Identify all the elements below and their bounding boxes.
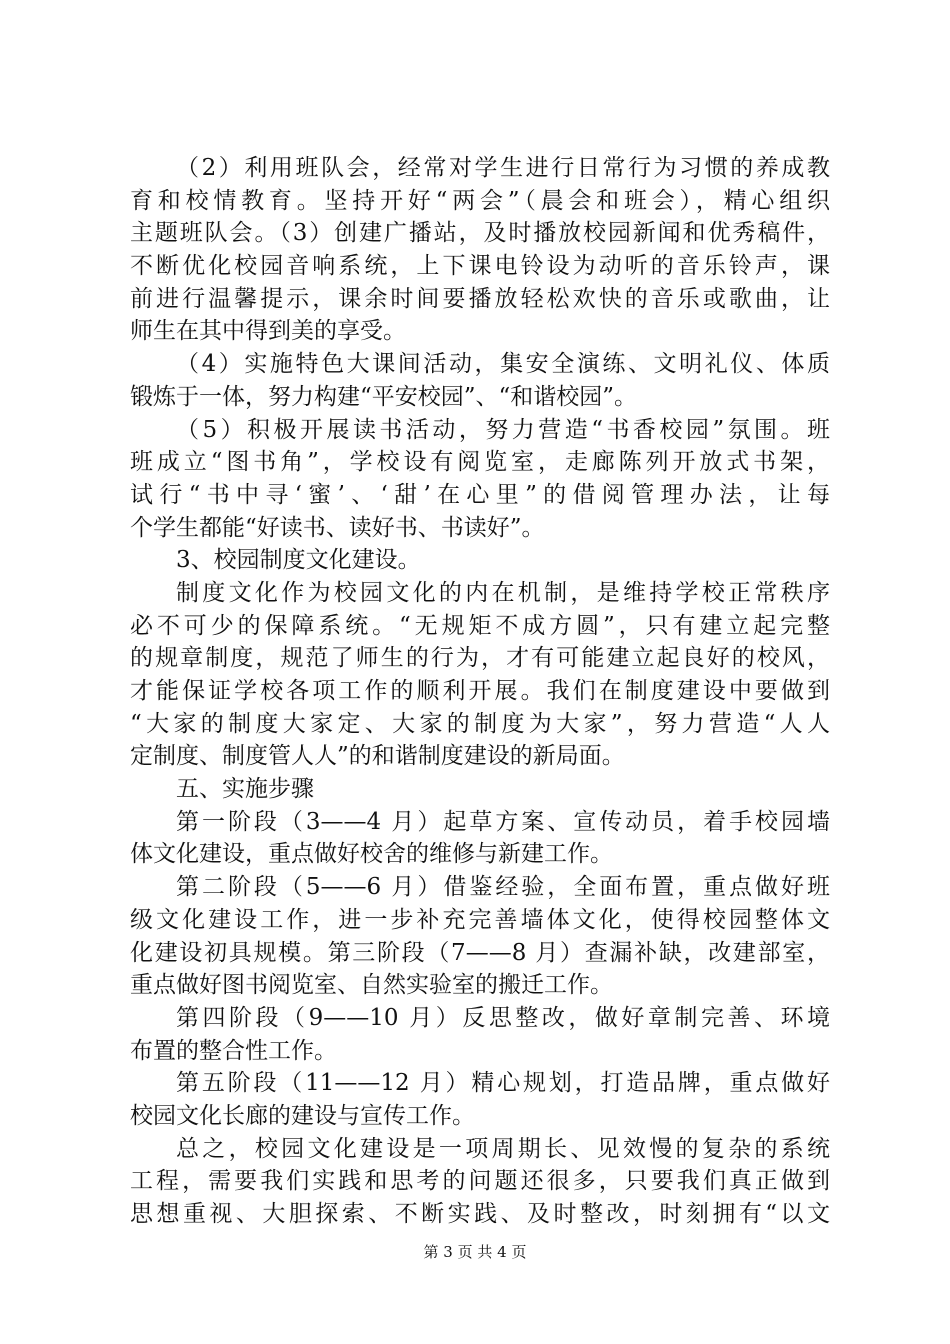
paragraph: [130, 806, 830, 871]
paragraph: [130, 414, 830, 545]
text-line: 师生在其中得到美的享受。: [130, 318, 406, 345]
text-line: 主题班队会。（3）创建广播站，及时播放校园新闻和优秀稿件，: [130, 220, 830, 247]
paragraph: [130, 871, 830, 1002]
text-line: 第五阶段（11——12 月）精心规划，打造品牌，重点做好: [176, 1070, 830, 1097]
text-line: 的规章制度，规范了师生的行为，才有可能建立起良好的校风，: [130, 645, 830, 672]
text-line: 育和校情教育。坚持开好“两会”（晨会和班会），精心组织: [130, 187, 830, 214]
text-line: 定制度、制度管人人”的和谐制度建设的新局面。: [130, 743, 625, 770]
document-body: [130, 152, 830, 1231]
text-line: 第四阶段（9——10 月）反思整改，做好章制完善、环境: [176, 1004, 830, 1031]
text-line: 体文化建设，重点做好校舍的维修与新建工作。: [130, 841, 613, 868]
text-line: 校园文化长廊的建设与宣传工作。: [130, 1102, 475, 1129]
text-line: “大家的制度大家定、大家的制度为大家”，努力营造“人人: [130, 710, 830, 737]
paragraph: [130, 773, 830, 806]
text-line: （2）利用班队会，经常对学生进行日常行为习惯的养成教: [176, 155, 830, 181]
text-line: 重点做好图书阅览室、自然实验室的搬迁工作。: [130, 972, 613, 999]
text-line: 才能保证学校各项工作的顺利开展。我们在制度建设中要做到: [130, 678, 830, 704]
text-line: 第二阶段（5——6 月）借鉴经验，全面布置，重点做好班: [176, 874, 830, 901]
text-line: 班成立“图书角”，学校设有阅览室，走廊陈列开放式书架，: [130, 449, 830, 476]
text-line: 3、校园制度文化建设。: [176, 547, 421, 574]
text-line: 不断优化校园音响系统，上下课电铃设为动听的音乐铃声，课: [130, 253, 830, 280]
text-line: 试行“书中寻‘蜜’、‘甜’在心里”的借阅管理办法，让每: [130, 481, 830, 508]
paragraph: [130, 577, 830, 773]
text-line: 化建设初具规模。第三阶段（7——8 月）查漏补缺，改建部室，: [130, 939, 830, 966]
text-line: 工程，需要我们实践和思考的问题还很多，只要我们真正做到: [130, 1168, 830, 1195]
paragraph: [130, 544, 830, 577]
text-line: 制度文化作为校园文化的内在机制，是维持学校正常秩序: [176, 579, 830, 606]
text-line: 锻炼于一体，努力构建“平安校园”、“和谐校园”。: [130, 383, 638, 410]
paragraph: [130, 152, 830, 348]
text-line: 布置的整合性工作。: [130, 1037, 337, 1064]
text-line: 思想重视、大胆探索、不断实践、及时整改，时刻拥有“以文: [130, 1201, 830, 1227]
paragraph: [130, 1002, 830, 1067]
paragraph: [130, 1133, 830, 1231]
text-line: 级文化建设工作，进一步补充完善墙体文化，使得校园整体文: [130, 906, 830, 933]
text-line: （5）积极开展读书活动，努力营造“书香校园”氛围。班: [176, 416, 830, 443]
text-line: 必不可少的保障系统。“无规矩不成方圆”，只有建立起完整: [130, 612, 830, 639]
text-line: 前进行温馨提示，课余时间要播放轻松欢快的音乐或歌曲，让: [130, 285, 830, 312]
paragraph: [130, 348, 830, 413]
text-line: 总之，校园文化建设是一项周期长、见效慢的复杂的系统: [176, 1135, 830, 1162]
text-line: 个学生都能“好读书、读好书、书读好”。: [130, 514, 545, 541]
text-line: （4）实施特色大课间活动，集安全演练、文明礼仪、体质: [176, 351, 830, 378]
text-line: 第一阶段（3——4 月）起草方案、宣传动员，着手校园墙: [176, 808, 830, 835]
page-footer: 第 3 页 共 4 页: [423, 1243, 527, 1261]
paragraph: [130, 1067, 830, 1132]
text-line: 五、实施步骤: [176, 776, 314, 803]
